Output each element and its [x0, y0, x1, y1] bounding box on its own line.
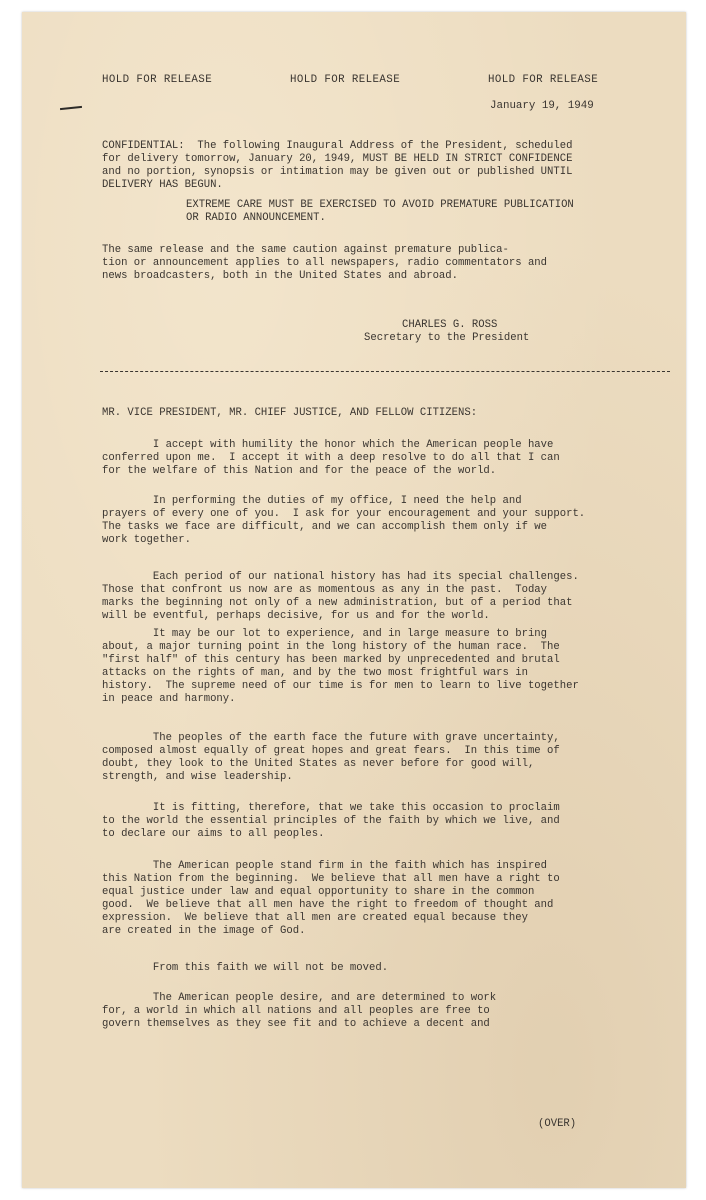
hold-for-release-left: HOLD FOR RELEASE: [102, 74, 213, 86]
signature-title: Secretary to the President: [364, 332, 530, 344]
over-indicator: (OVER): [538, 1118, 577, 1130]
confidential-notice: CONFIDENTIAL: The following Inaugural Address of the President, scheduled for delivery tomorrow, January 20, 1949, MUST BE HELD IN STRICT CONFIDENCE and no portion, synopsis or intimation may be given out or published UNTIL DELIVERY HAS BEGUN.: [102, 140, 573, 191]
address-paragraph: It may be our lot to experience, and in large measure to bring about, a major turning point in the long history of the human race. The "first half" of this century has been marked by unprecedented and brutal attacks on the rights of man, and by the two most frightful wars in history. The supreme need of our time is for men to learn to live together in peace and harmony.: [102, 628, 579, 705]
address-paragraph: The peoples of the earth face the future with grave uncertainty, composed almost equally of great hopes and great fears. In this time of doubt, they look to the United States as never before for good will, strength, and wise leadership.: [102, 732, 560, 783]
hold-for-release-center: HOLD FOR RELEASE: [290, 74, 401, 86]
extreme-care-notice: EXTREME CARE MUST BE EXERCISED TO AVOID PREMATURE PUBLICATION OR RADIO ANNOUNCEMENT.: [186, 199, 574, 224]
hold-for-release-right: HOLD FOR RELEASE: [488, 74, 599, 86]
release-date: January 19, 1949: [490, 100, 594, 112]
margin-pencil-mark: [60, 106, 82, 110]
address-paragraph: Each period of our national history has had its special challenges. Those that confront us now are as momentous as any in the past. Today marks the beginning not only of a new administration, but of a period that will be eventful, perhaps decisive, for us and for the world.: [102, 571, 579, 622]
document-page: [22, 12, 686, 1188]
same-release-notice: The same release and the same caution against premature publica- tion or announcement applies to all newspapers, radio commentators and news broadcasters, both in the United States and abroad.: [102, 244, 548, 282]
address-paragraph: From this faith we will not be moved.: [102, 962, 389, 974]
address-paragraph: It is fitting, therefore, that we take this occasion to proclaim to the world the essential principles of the faith by which we live, and to declare our aims to all peoples.: [102, 802, 560, 840]
signature-name: CHARLES G. ROSS: [402, 319, 498, 331]
address-paragraph: In performing the duties of my office, I need the help and prayers of every one of you. I ask for your encouragement and your support. The tasks we face are difficult, and we can accomplish them only if we work together.: [102, 495, 586, 546]
dashed-divider: [100, 371, 670, 372]
address-paragraph: I accept with humility the honor which the American people have conferred upon me. I accept it with a deep resolve to do all that I can for the welfare of this Nation and for the peace of the world.: [102, 439, 560, 477]
address-paragraph: The American people stand firm in the faith which has inspired this Nation from the beginning. We believe that all men have a right to equal justice under law and equal opportunity to share in the common good. We believe that all men have the right to freedom of thought and expression. We believe that all men are created equal because they are created in the image of God.: [102, 860, 560, 937]
address-paragraph: The American people desire, and are determined to work for, a world in which all nations and all peoples are free to govern themselves as they see fit and to achieve a decent and: [102, 992, 497, 1030]
salutation: MR. VICE PRESIDENT, MR. CHIEF JUSTICE, AND FELLOW CITIZENS:: [102, 407, 478, 419]
